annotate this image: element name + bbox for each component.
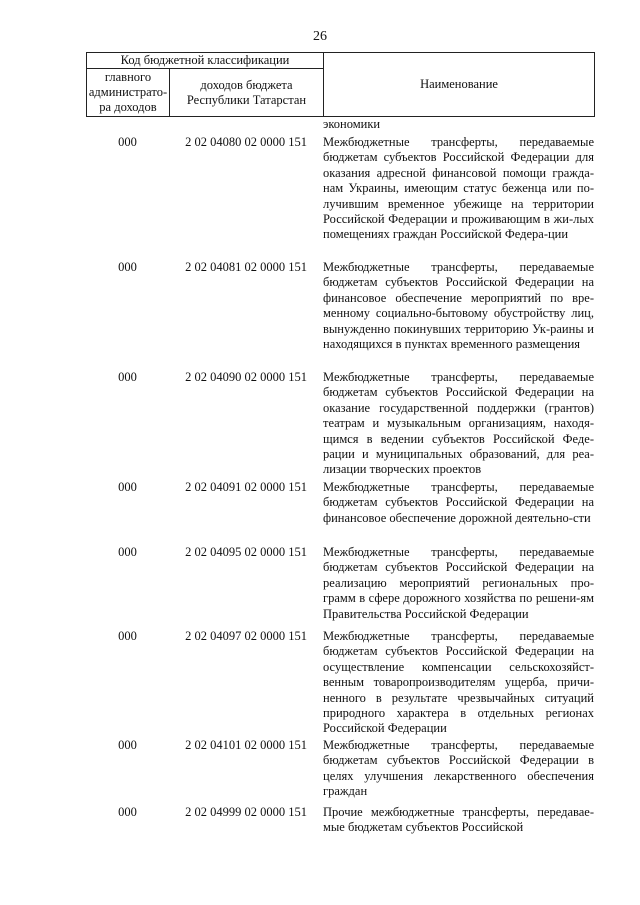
table-row [86, 370, 594, 480]
page-number: 26 [313, 29, 327, 44]
row-name: Межбюджетные трансферты, передаваемые бюджетам субъектов Российской Федерации на финансовое обеспечение мероприятий по вре-менному социально-бытовому обустройству лиц, вынужденно покинувших территорию Ук-раины и находящихся в пунктах временного размещения [323, 260, 594, 352]
row-name: Межбюджетные трансферты, передаваемые бюджетам субъектов Российской Федерации на оказание государственной поддержки (грантов) театрам и музыкальным организациям, находя-щимся в ведении субъектов Российской Феде-рации и муниципальных образований, для реа-лизации творческих проектов [323, 370, 594, 477]
admin-code: 000 [118, 260, 137, 274]
admin-code: 000 [118, 545, 137, 559]
table-row [86, 545, 594, 629]
admin-code: 000 [118, 629, 137, 643]
row-name: Межбюджетные трансферты, передаваемые бюджетам субъектов Российской Федерации на реализацию мероприятий региональных про-грамм в сфере дорожного хозяйства по решени-ям Правительства Российской Федерации [323, 545, 594, 621]
classification-header-table [86, 52, 595, 117]
row-name: Прочие межбюджетные трансферты, передавае-мые бюджетам субъектов Российской [323, 805, 594, 835]
budget-code: 2 02 04081 02 0000 151 [185, 260, 307, 274]
admin-code: 000 [118, 135, 137, 149]
admin-code: 000 [118, 480, 137, 494]
table-row [86, 260, 594, 370]
table-row [86, 805, 594, 845]
header-name-column: Наименование [324, 53, 595, 117]
header-admin-column: главного администрато-ра доходов [87, 69, 170, 117]
budget-code: 2 02 04080 02 0000 151 [185, 135, 307, 149]
classification-rows [86, 117, 594, 845]
budget-code: 2 02 04091 02 0000 151 [185, 480, 307, 494]
row-name: Межбюджетные трансферты, передаваемые бюджетам субъектов Российской Федерации в целях улучшения лекарственного обеспечения граждан [323, 738, 594, 799]
row-name: Межбюджетные трансферты, передаваемые бюджетам субъектов Российской Федерации для оказания адресной финансовой помощи гражда-нам Украины, имеющим статус беженца или по-лучившим временное убежище на территории Российской Федерации и проживающим в жи-лых помещениях граждан Российской Федера-ции [323, 135, 594, 242]
header-code-column: доходов бюджета Республики Татарстан [170, 69, 324, 117]
admin-code: 000 [118, 805, 137, 819]
continuation-text: экономики [323, 117, 381, 131]
admin-code: 000 [118, 370, 137, 384]
table-row [86, 629, 594, 738]
budget-code: 2 02 04101 02 0000 151 [185, 738, 307, 752]
budget-code: 2 02 04999 02 0000 151 [185, 805, 307, 819]
admin-code: 000 [118, 738, 137, 752]
budget-code: 2 02 04090 02 0000 151 [185, 370, 307, 384]
table-row [86, 738, 594, 805]
row-name: Межбюджетные трансферты, передаваемые бюджетам субъектов Российской Федерации на финансовое обеспечение дорожной деятельно-сти [323, 480, 594, 525]
table-row [86, 480, 594, 545]
header-group-label: Код бюджетной классификации [87, 53, 324, 69]
table-row [86, 135, 594, 260]
budget-code: 2 02 04095 02 0000 151 [185, 545, 307, 559]
row-name: Межбюджетные трансферты, передаваемые бюджетам субъектов Российской Федерации на осуществление компенсации сельскохозяйст-венным товаропроизводителям ущерба, причи-ненного в результате чрезвычайных ситуаций природного характера в отдельных регионах Российской Федерации [323, 629, 594, 736]
budget-code: 2 02 04097 02 0000 151 [185, 629, 307, 643]
